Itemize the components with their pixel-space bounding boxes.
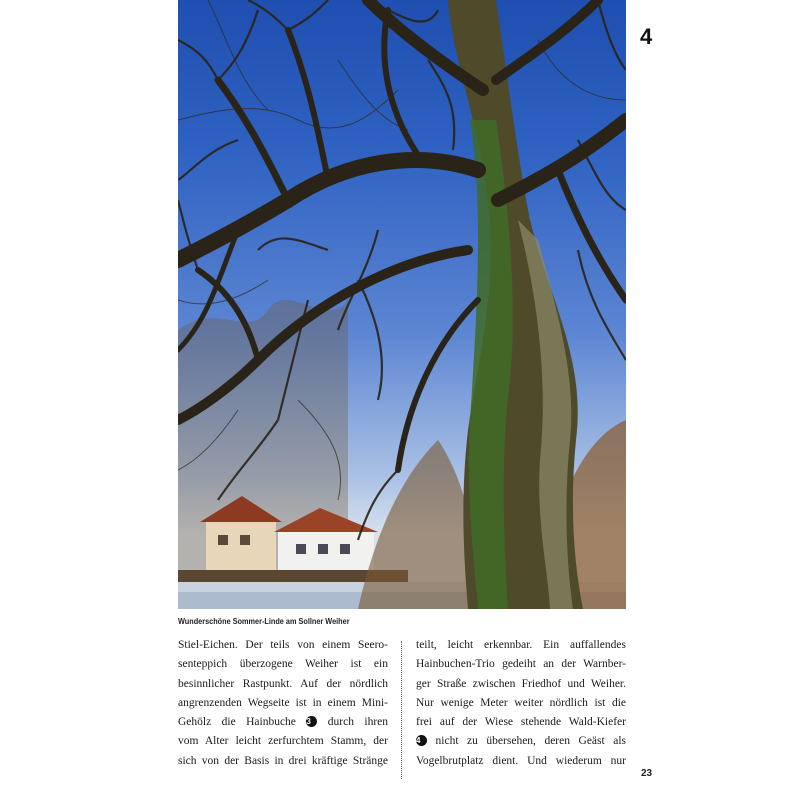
- map-marker-3: 3: [306, 716, 317, 727]
- column-divider: [401, 641, 402, 779]
- chapter-number: 4: [640, 24, 653, 49]
- text-line: teilt, leicht erkennbar. Ein auffallendes: [416, 639, 626, 651]
- text-column-left: [178, 636, 388, 771]
- photo-caption: Wunderschöne Sommer-Linde am Sollner Weiher: [178, 616, 350, 626]
- page-number: 23: [641, 768, 653, 779]
- tree-photo: [178, 0, 626, 609]
- text-segment: Gehölz die Hainbuche: [178, 716, 296, 729]
- text-line: [178, 713, 388, 732]
- map-marker-4: 4: [416, 735, 427, 746]
- text-line: ger Straße zwischen Friedhof und Weiher.: [416, 677, 626, 690]
- text-line: sich von der Basis in drei kräftige Stränge: [178, 754, 388, 767]
- text-segment: durch ihren: [327, 716, 388, 729]
- text-line: Hainbuchen-Trio gedeiht an der Warnber-: [416, 658, 626, 671]
- text-line: Vogelbrutplatz dient. Und wiederum nur: [416, 754, 626, 767]
- text-line: Stiel-Eichen. Der teils von einem Seero-: [178, 639, 388, 651]
- text-column-right: [416, 636, 626, 771]
- text-segment: nicht zu übersehen, deren Geäst als: [435, 735, 626, 748]
- text-line: frei auf der Wiese stehende Wald-Kiefer: [416, 716, 626, 729]
- text-line: [416, 732, 626, 751]
- text-line: senteppich überzogene Weiher ist ein: [178, 658, 388, 671]
- text-line: angrenzenden Wegseite ist in einem Mini-: [178, 696, 388, 709]
- text-line: Nur wenige Meter weiter nördlich ist die: [416, 696, 626, 709]
- tree-illustration: [178, 0, 626, 609]
- text-line: vom Alter leicht zerfurchtem Stamm, der: [178, 735, 388, 748]
- text-line: besinnlicher Rastpunkt. Auf der nördlich: [178, 677, 388, 690]
